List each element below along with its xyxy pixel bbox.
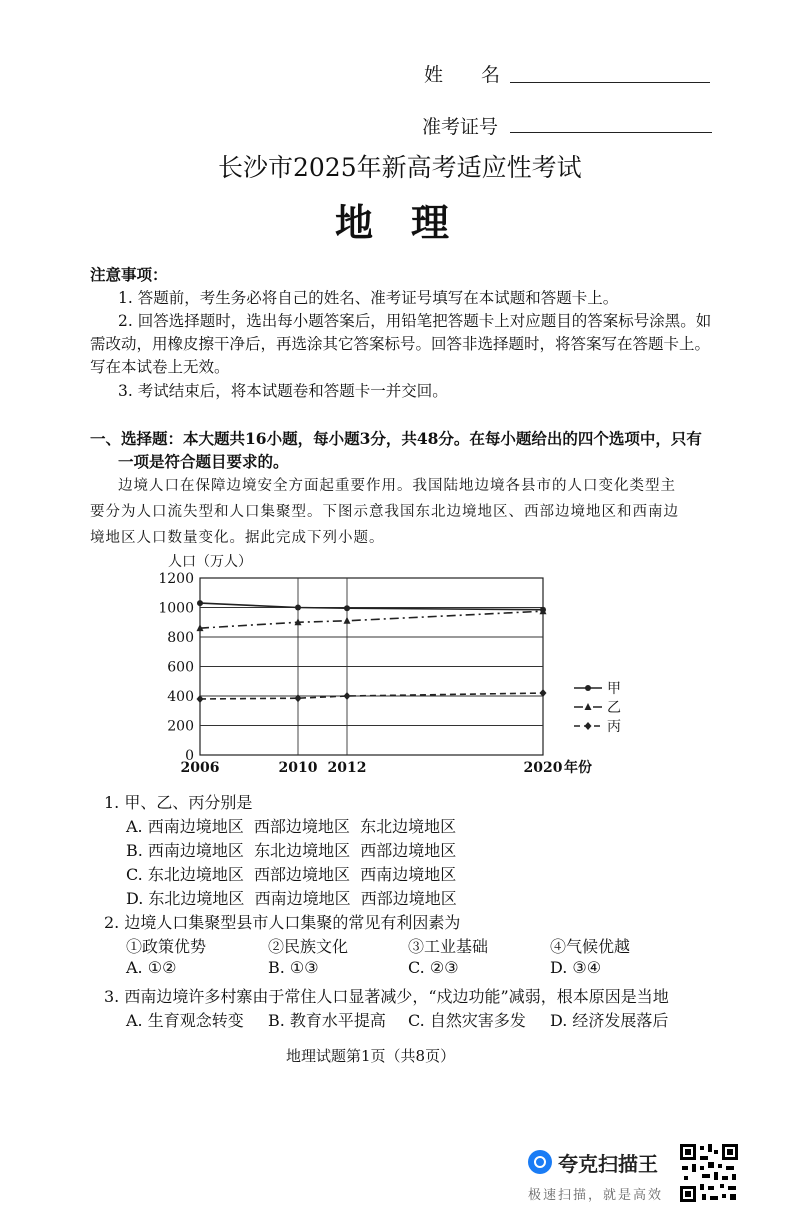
series-2-point (197, 624, 204, 631)
notice-item-3: 3. 考试结束后，将本试题卷和答题卡一并交回。 (118, 382, 448, 400)
series-3-point (540, 689, 547, 697)
question-3-option-d[interactable]: D. 经济发展落后 (550, 1011, 669, 1030)
section-heading: 一、选择题：本大题共16小题，每小题3分，共48分。在每小题给出的四个选项中，只有 (90, 429, 702, 448)
name-label: 姓 名 (424, 64, 501, 86)
y-tick-label: 800 (167, 630, 194, 646)
series-2-point (344, 617, 351, 624)
series-line-2 (200, 611, 543, 628)
id-field[interactable] (510, 112, 712, 133)
question-3-option-b[interactable]: B. 教育水平提高 (268, 1011, 386, 1030)
question-1-option-d[interactable]: D. 东北边境地区 西南边境地区 西部边境地区 (126, 889, 457, 908)
y-tick-label: 400 (167, 689, 194, 705)
notice-item-2c: 写在本试卷上无效。 (90, 358, 230, 376)
question-3-option-a[interactable]: A. 生育观念转变 (126, 1011, 244, 1030)
question-2-factor-2: ②民族文化 (268, 937, 349, 956)
page-number: 地理试题第1页（共8页） (286, 1047, 456, 1065)
passage-line-2: 要分为人口流失型和人口集聚型。下图示意我国东北边境地区、西部边境地区和西南边 (90, 504, 679, 520)
x-axis-label: 年份 (564, 760, 592, 776)
question-2-stem: 2. 边境人口集聚型县市人口集聚的常见有利因素为 (104, 913, 461, 932)
legend-label-1: 甲 (607, 681, 621, 697)
series-line-1 (200, 603, 543, 610)
question-2-option-b[interactable]: B. ①③ (268, 958, 319, 977)
qr-code-icon (680, 1144, 738, 1202)
question-1-option-c[interactable]: C. 东北边境地区 西部边境地区 西南边境地区 (126, 865, 457, 884)
exam-title: 长沙市2025年新高考适应性考试 (218, 153, 582, 182)
subject-title: 地 理 (335, 200, 450, 245)
y-tick-label: 600 (167, 659, 194, 676)
y-tick-label: 0 (185, 748, 194, 764)
x-tick-label: 2012 (327, 760, 367, 776)
passage-line-1: 边境人口在保障边境安全方面起重要作用。我国陆地边境各县市的人口变化类型主 (118, 478, 676, 494)
series-2-point (540, 607, 547, 614)
series-1-point (344, 605, 350, 611)
series-2-point (295, 618, 302, 625)
series-1-point (295, 605, 301, 611)
y-tick-label: 200 (167, 718, 194, 735)
question-2-factor-4: ④气候优越 (550, 937, 631, 956)
question-2-factor-1: ①政策优势 (126, 937, 207, 956)
notice-heading: 注意事项： (90, 265, 168, 284)
y-axis-label: 人口（万人） (168, 554, 252, 570)
legend-label-2: 乙 (607, 700, 621, 716)
question-2-option-d[interactable]: D. ③④ (550, 958, 602, 977)
legend-marker-2 (585, 703, 592, 710)
series-3-point (197, 695, 204, 703)
brand-slogan: 极速扫描，就是高效 (528, 1188, 664, 1203)
section-heading-cont: 一项是符合题目要求的。 (118, 452, 289, 471)
brand-name: 夸克扫描王 (558, 1152, 658, 1176)
notice-item-2a: 2. 回答选择题时，选出每小题答案后，用铅笔把答题卡上对应题目的答案标号涂黑。如 (118, 312, 712, 330)
passage-line-3: 境地区人口数量变化。据此完成下列小题。 (90, 530, 385, 546)
brand-logo (528, 1150, 552, 1174)
question-1-option-b[interactable]: B. 西南边境地区 东北边境地区 西部边境地区 (126, 841, 457, 860)
series-1-point (197, 600, 203, 606)
question-3-option-c[interactable]: C. 自然灾害多发 (408, 1011, 526, 1030)
x-tick-label: 2020 (523, 760, 563, 776)
brand-logo-icon (534, 1156, 546, 1168)
series-line-3 (200, 693, 543, 699)
y-tick-label: 1200 (158, 571, 194, 587)
question-1-option-a[interactable]: A. 西南边境地区 西部边境地区 东北边境地区 (126, 817, 457, 836)
series-1-point (540, 607, 546, 613)
legend-label-3: 丙 (607, 719, 621, 735)
question-2-factor-3: ③工业基础 (408, 937, 489, 956)
question-2-option-a[interactable]: A. ①② (126, 958, 177, 977)
question-3-stem: 3. 西南边境许多村寨由于常住人口显著减少，“戍边功能”减弱，根本原因是当地 (104, 987, 669, 1006)
series-3-point (295, 694, 302, 702)
question-1-stem: 1. 甲、乙、丙分别是 (104, 793, 253, 812)
name-field[interactable] (510, 62, 710, 83)
series-3-point (344, 692, 351, 700)
plot-frame (200, 578, 543, 755)
notice-item-1: 1. 答题前，考生务必将自己的姓名、准考证号填写在本试题和答题卡上。 (118, 289, 619, 307)
notice-item-2b: 需改动，用橡皮擦干净后，再选涂其它答案标号。回答非选择题时，将答案写在答题卡上。 (90, 335, 711, 353)
legend-marker-1 (585, 685, 591, 691)
x-tick-label: 2006 (180, 760, 220, 776)
question-2-option-c[interactable]: C. ②③ (408, 958, 459, 977)
legend-marker-3 (585, 722, 592, 730)
x-tick-label: 2010 (278, 760, 318, 776)
id-label: 准考证号 (422, 116, 499, 138)
y-tick-label: 1000 (158, 600, 194, 617)
